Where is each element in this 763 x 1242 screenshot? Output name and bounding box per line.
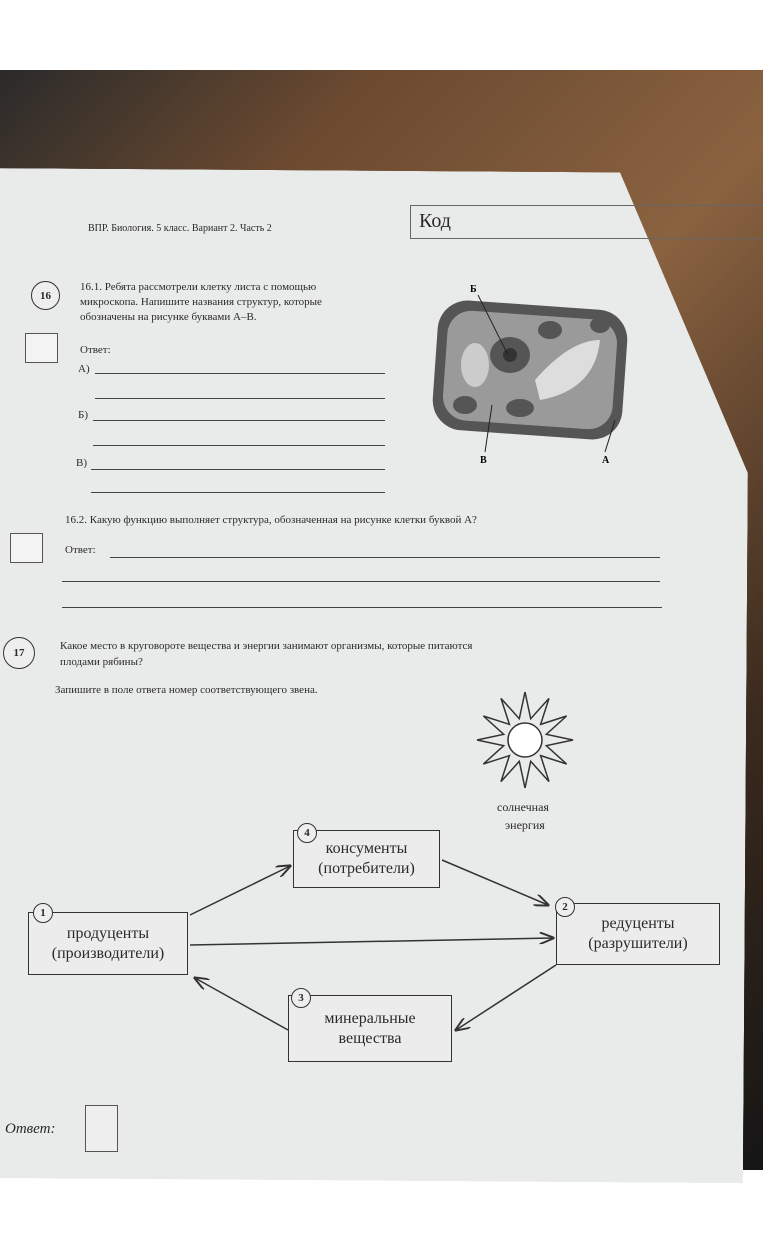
sun-label-1: солнечная bbox=[497, 800, 549, 814]
node-4-line-2: (потребители) bbox=[318, 860, 415, 877]
header-title: ВПР. Биология. 5 класс. Вариант 2. Часть 2 bbox=[88, 223, 272, 234]
node-1-line-2: (производители) bbox=[51, 944, 165, 962]
node-1-number: 1 bbox=[33, 903, 53, 923]
answer-box-17[interactable] bbox=[85, 1105, 118, 1152]
node-3-number: 3 bbox=[291, 988, 311, 1008]
code-label: Код bbox=[419, 210, 451, 232]
arrow-2-to-3 bbox=[456, 965, 556, 1030]
label-v: В bbox=[480, 455, 487, 466]
arrow-1-to-4 bbox=[190, 866, 290, 915]
node-minerals bbox=[288, 995, 452, 1062]
item-v-label: В) bbox=[76, 457, 87, 469]
task-16-2-text: 16.2. Какую функцию выполняет структура, обозначенная на рисунке клетки буквой А? bbox=[65, 514, 477, 526]
arrow-3-to-1 bbox=[195, 978, 288, 1030]
answer-label-16-2: Ответ: bbox=[65, 544, 96, 556]
label-a: А bbox=[602, 455, 610, 466]
node-decomposers bbox=[556, 903, 720, 965]
task-17-text-1: Какое место в круговороте вещества и энергии занимают организмы, которые питаются bbox=[60, 640, 473, 652]
answer-label: Ответ: bbox=[80, 344, 111, 356]
arrow-1-to-2 bbox=[190, 938, 553, 945]
answer-label-17: Ответ: bbox=[5, 1121, 56, 1137]
node-3-line-1: минеральные bbox=[324, 1009, 416, 1027]
node-2-number: 2 bbox=[555, 897, 575, 917]
node-4-number: 4 bbox=[297, 823, 317, 843]
label-b: Б bbox=[470, 284, 477, 295]
node-producers bbox=[28, 912, 188, 975]
node-4-line-1: консументы bbox=[325, 840, 408, 857]
item-a-label: А) bbox=[78, 363, 90, 375]
task-16-text-3: обозначены на рисунке буквами А–В. bbox=[80, 311, 257, 323]
task-16-text-1: 16.1. Ребята рассмотрели клетку листа с помощью bbox=[80, 281, 317, 293]
item-b-label: Б) bbox=[78, 409, 88, 421]
task-17-text-2: плодами рябины? bbox=[60, 656, 143, 668]
task-17-instruction: Запишите в поле ответа номер соответствующего звена. bbox=[55, 684, 318, 696]
node-2-line-1: редуценты bbox=[601, 915, 675, 932]
arrow-4-to-2 bbox=[442, 860, 548, 905]
node-1-line-1: продуценты bbox=[66, 924, 150, 942]
task-16-text-2: микроскопа. Напишите названия структур, которые bbox=[80, 296, 322, 308]
task-16-number: 16 bbox=[31, 281, 60, 310]
node-2-line-2: (разрушители) bbox=[588, 935, 688, 952]
sun-label-2: энергия bbox=[505, 818, 545, 832]
task-17-number: 17 bbox=[3, 637, 35, 669]
node-3-line-2: вещества bbox=[338, 1029, 402, 1047]
